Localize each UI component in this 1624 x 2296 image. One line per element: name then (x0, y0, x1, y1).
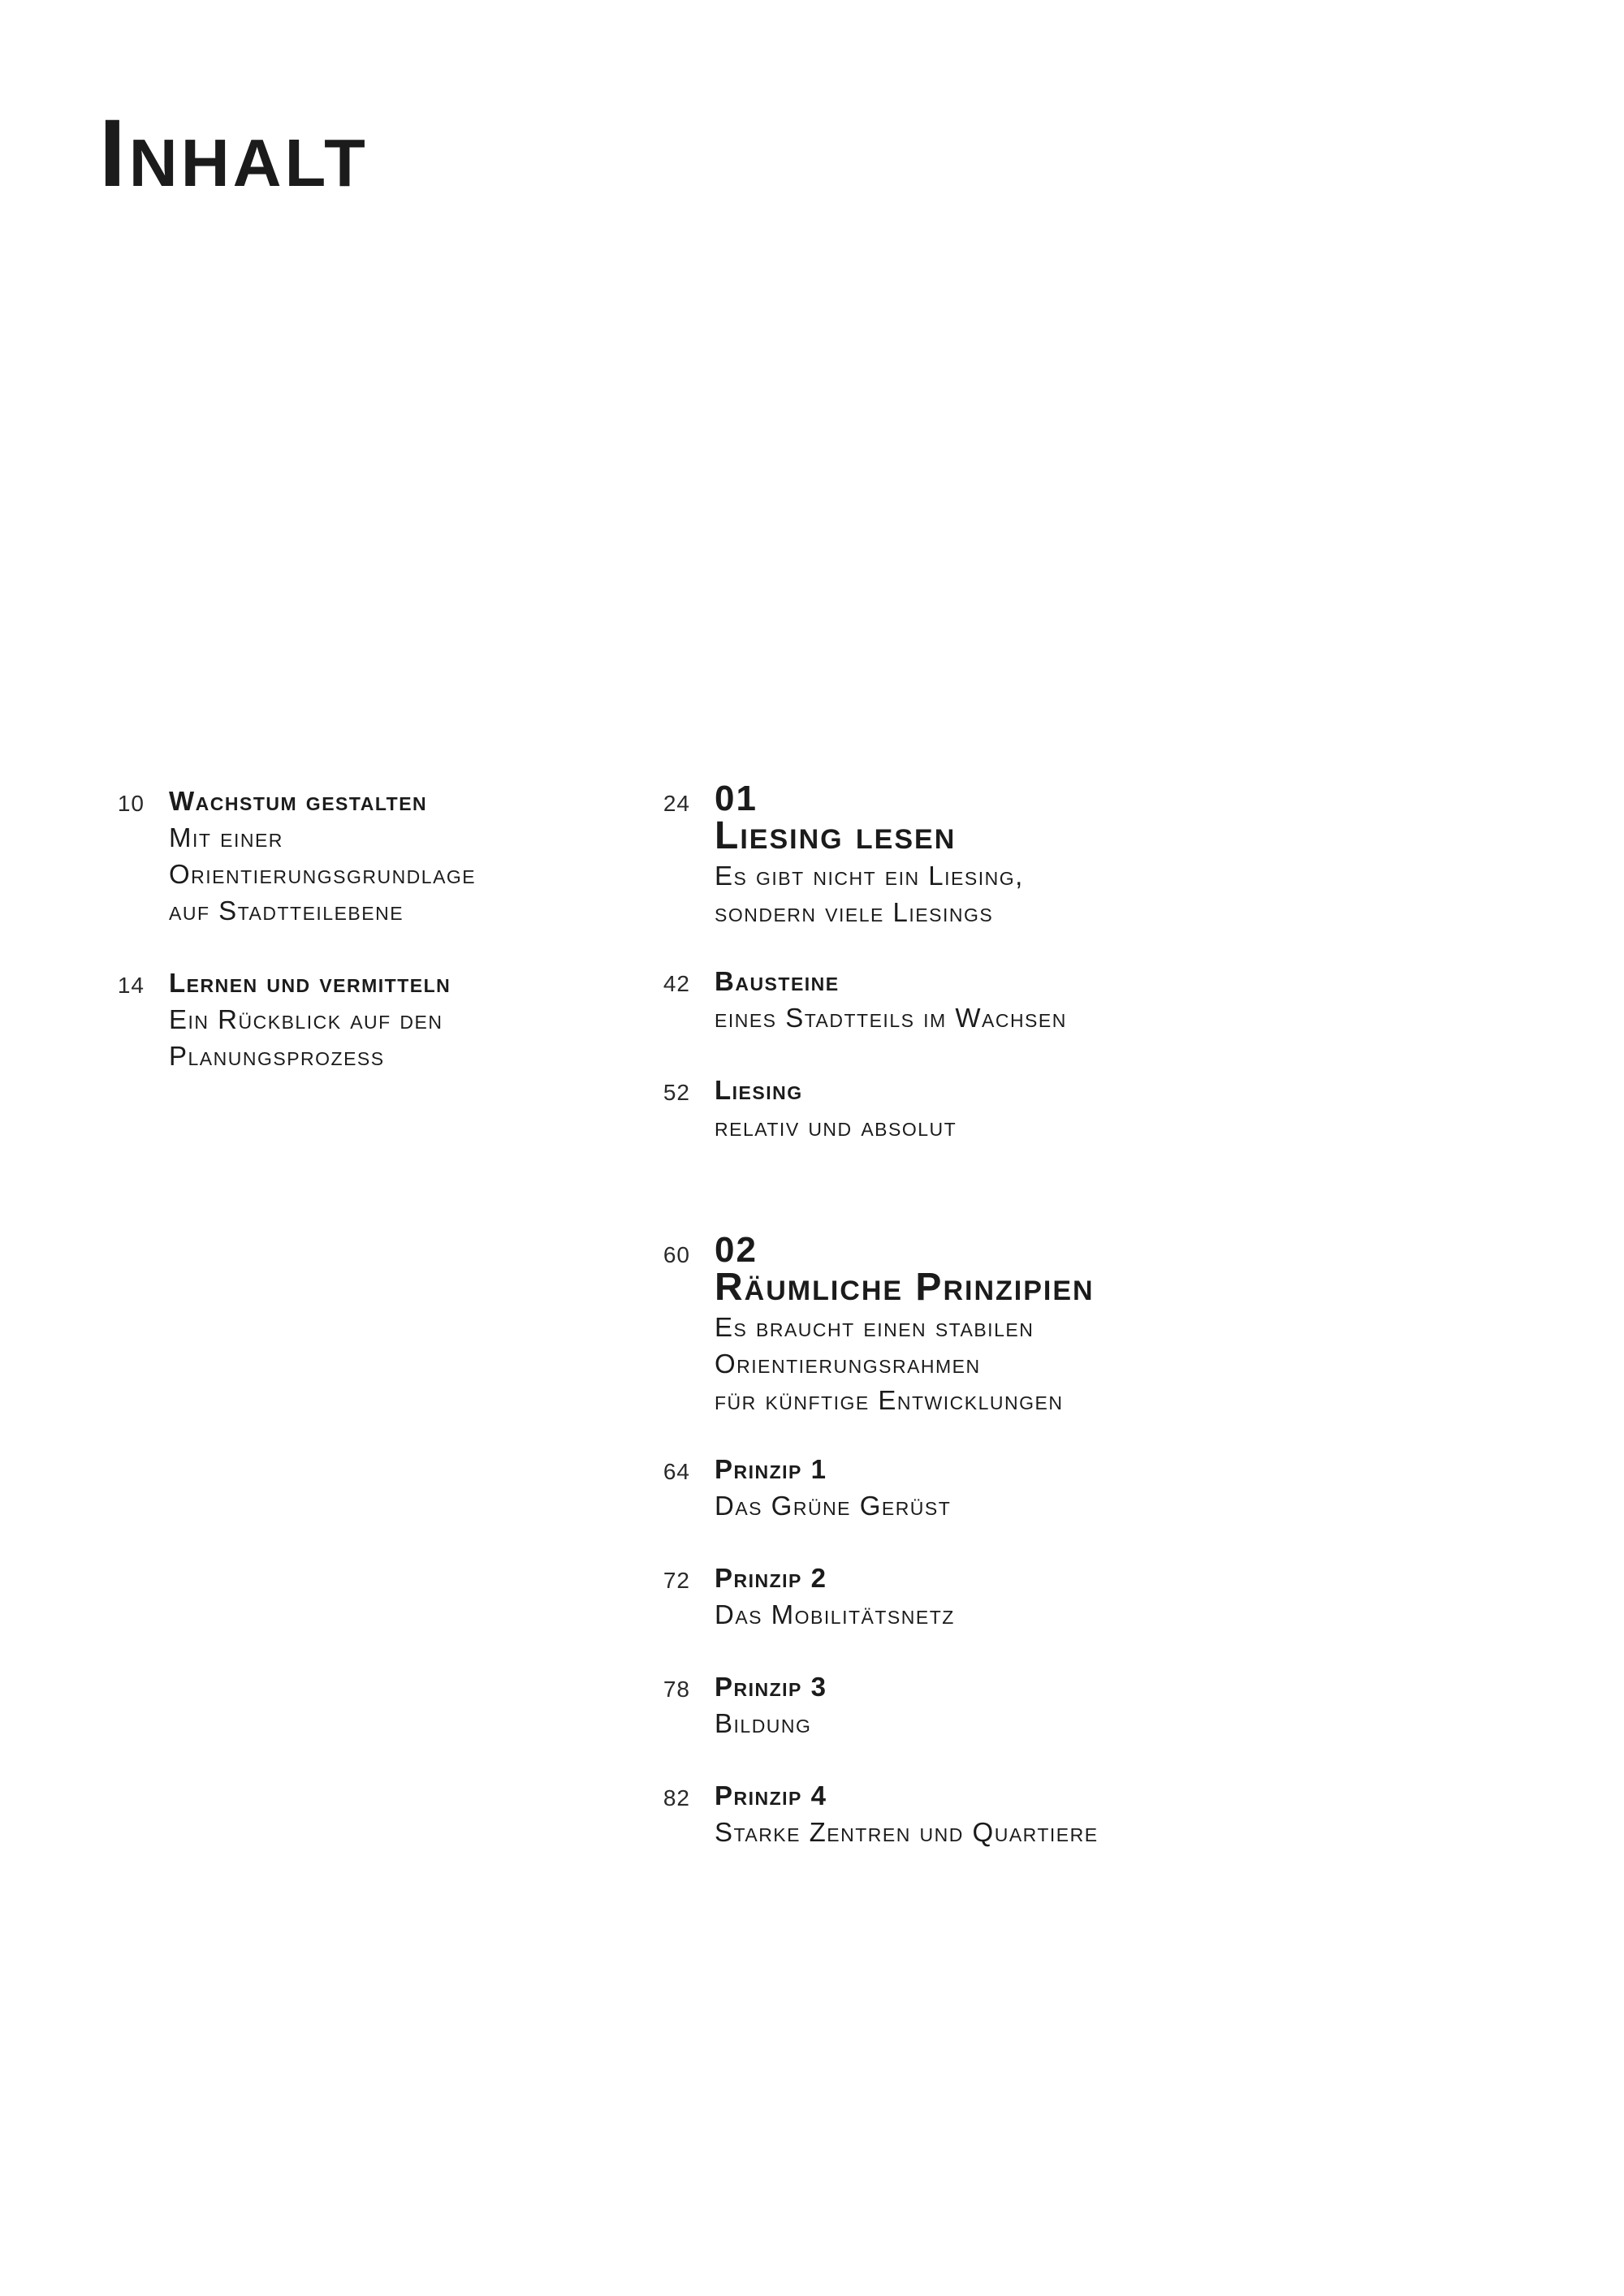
page-number: 60 (663, 1242, 690, 1267)
toc-left-column (104, 783, 624, 1110)
entry-title: Prinzip 3 (715, 1672, 827, 1702)
entry-subtitle-line: Orientierungsrahmen (715, 1349, 981, 1379)
entry-subtitle-line: Es braucht einen stabilen (715, 1312, 1034, 1342)
section-number: 01 (715, 779, 758, 818)
toc-right-column (650, 779, 1543, 1886)
entry-subtitle-line: sondern viele Liesings (715, 897, 994, 927)
toc-section-02-raeumliche-prinzipien[interactable] (650, 1230, 1543, 1418)
page-number: 52 (663, 1080, 690, 1105)
page-number: 24 (663, 791, 690, 816)
toc-entry-lernen-und-vermitteln[interactable] (104, 965, 624, 1074)
toc-section-01-liesing-lesen[interactable] (650, 779, 1543, 930)
entry-subtitle-line: Das Mobilitätsnetz (715, 1599, 955, 1629)
entry-title: Prinzip 4 (715, 1780, 827, 1810)
entry-subtitle-line: Mit einer (169, 822, 283, 852)
entry-subtitle-line: Bildung (715, 1708, 812, 1738)
page-title: Inhalt (99, 100, 369, 207)
entry-subtitle-line: eines Stadtteils im Wachsen (715, 1003, 1067, 1033)
section-title: Liesing lesen (715, 814, 957, 857)
entry-subtitle-line: Es gibt nicht ein Liesing, (715, 861, 1024, 891)
toc-entry-prinzip-3[interactable] (650, 1668, 1543, 1741)
page-number: 64 (663, 1459, 690, 1484)
entry-title: Wachstum gestalten (169, 786, 428, 816)
entry-subtitle-line: Das Grüne Gerüst (715, 1491, 952, 1521)
toc-entry-prinzip-4[interactable] (650, 1777, 1543, 1850)
entry-subtitle-line: Orientierungsgrundlage (169, 859, 477, 889)
page-number: 14 (117, 973, 145, 998)
toc-entry-wachstum-gestalten[interactable] (104, 783, 624, 929)
entry-subtitle-line: auf Stadtteilebene (169, 896, 404, 926)
toc-entry-prinzip-2[interactable] (650, 1560, 1543, 1633)
section-number: 02 (715, 1230, 758, 1270)
entry-subtitle-line: Ein Rückblick auf den (169, 1004, 443, 1034)
entry-subtitle-line: für künftige Entwicklungen (715, 1385, 1064, 1415)
page-number: 42 (663, 971, 690, 996)
toc-entry-liesing[interactable] (650, 1072, 1543, 1145)
entry-title: Lernen und vermitteln (169, 968, 451, 998)
entry-title: Bausteine (715, 966, 840, 996)
entry-title: Prinzip 2 (715, 1563, 827, 1593)
entry-title: Prinzip 1 (715, 1454, 827, 1484)
toc-entry-prinzip-1[interactable] (650, 1451, 1543, 1524)
page-number: 72 (663, 1568, 690, 1593)
page-number: 82 (663, 1785, 690, 1810)
entry-subtitle-line: Planungsprozess (169, 1041, 385, 1071)
toc-entry-bausteine[interactable] (650, 963, 1543, 1036)
section-title: Räumliche Prinzipien (715, 1266, 1095, 1309)
page-number: 10 (117, 791, 145, 816)
entry-subtitle-line: relativ und absolut (715, 1111, 957, 1142)
entry-subtitle-line: Starke Zentren und Quartiere (715, 1817, 1099, 1847)
entry-title: Liesing (715, 1075, 803, 1105)
page-number: 78 (663, 1677, 690, 1702)
